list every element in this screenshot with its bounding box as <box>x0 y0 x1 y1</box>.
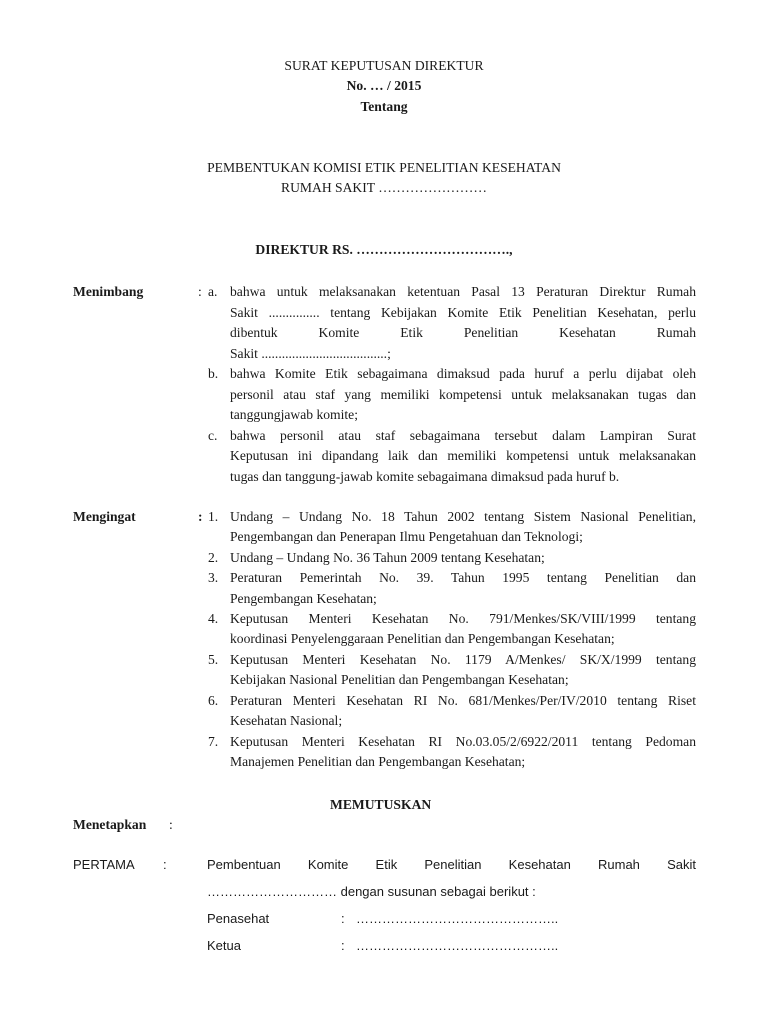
mengingat-item-line: Undang – Undang No. 36 Tahun 2009 tentang Kesehatan; <box>230 549 545 565</box>
menimbang-item-line: personil atau staf yang memiliki kompetensi untuk melaksanakan tugas dan <box>230 386 696 402</box>
mengingat-item-line: Undang – Undang No. 18 Tahun 2002 tentang Sistem Nasional Penelitian, <box>230 509 696 524</box>
mengingat-item-line: Keputusan Menteri Kesehatan No. 1179 A/Menkes/ SK/X/1999 tentang <box>230 651 696 667</box>
mengingat-label: Mengingat <box>73 509 136 524</box>
menimbang-item-marker: a. <box>208 284 218 299</box>
menetapkan-colon: : <box>169 817 173 832</box>
role-ketua-colon: : <box>341 938 345 953</box>
memutuskan-heading: MEMUTUSKAN <box>330 797 432 812</box>
mengingat-item-line: Keputusan Menteri Kesehatan No. 791/Menkes/SK/VIII/1999 tentang <box>230 611 696 627</box>
pertama-line-1: Pembentuan Komite Etik Penelitian Kesehatan Rumah Sakit <box>207 857 696 872</box>
subject-line-1: PEMBENTUKAN KOMISI ETIK PENELITIAN KESEHATAN <box>207 160 561 175</box>
pertama-colon: : <box>163 857 167 872</box>
menimbang-item-line: dibentuk Komite Etik Penelitian Kesehatan Rumah <box>230 325 696 340</box>
director-heading: DIREKTUR RS. ……………………………., <box>255 242 513 257</box>
menimbang-item-line: tugas dan tanggung-jawab komite sebagaimana dimaksud pada huruf b. <box>230 468 620 484</box>
role-ketua-label: Ketua <box>207 938 241 953</box>
document-number: No. … / 2015 <box>346 78 422 93</box>
menetapkan-label: Menetapkan <box>73 817 147 832</box>
menimbang-item-marker: b. <box>208 366 219 381</box>
menimbang-item-marker: c. <box>208 427 218 443</box>
menimbang-item-line: tanggungjawab komite; <box>230 407 358 422</box>
mengingat-item-line: Pengembangan Kesehatan; <box>230 590 377 606</box>
mengingat-item-marker: 5. <box>208 651 219 667</box>
menimbang-item-line: Keputusan ini dipandang laik dan memiliki kompetensi untuk melaksanakan <box>230 448 696 463</box>
mengingat-item-line: Manajemen Penelitian dan Pengembangan Kesehatan; <box>230 753 526 769</box>
mengingat-item-marker: 1. <box>208 509 219 524</box>
role-ketua-value: ……………………………………….. <box>356 938 559 953</box>
menimbang-label: Menimbang <box>73 284 144 299</box>
menimbang-item-line: bahwa personil atau staf sebagaimana tersebut dalam Lampiran Surat <box>230 427 696 443</box>
mengingat-item-marker: 3. <box>208 570 219 586</box>
mengingat-item-marker: 4. <box>208 611 219 627</box>
mengingat-item-line: Pengembangan dan Penerapan Ilmu Pengetahuan dan Teknologi; <box>230 529 583 545</box>
pertama-label: PERTAMA <box>73 857 135 872</box>
menimbang-item-line: Sakit ............... tentang Kebijakan Komite Etik Penelitian Kesehatan, perlu <box>230 304 696 320</box>
mengingat-item-line: Kesehatan Nasional; <box>230 713 343 728</box>
document-title: SURAT KEPUTUSAN DIREKTUR <box>284 58 484 73</box>
pertama-line-2: ………………………… dengan susunan sebagai berikut : <box>207 884 536 899</box>
mengingat-item-marker: 2. <box>208 549 219 565</box>
mengingat-item-line: Keputusan Menteri Kesehatan RI No.03.05/2/6922/2011 tentang Pedoman <box>230 733 696 749</box>
menimbang-item-line: bahwa Komite Etik sebagaimana dimaksud pada huruf a perlu dijabat oleh <box>230 366 696 381</box>
mengingat-item-line: Kebijakan Nasional Penelitian dan Pengembangan Kesehatan; <box>230 672 569 688</box>
role-penasehat-colon: : <box>341 911 345 926</box>
mengingat-colon: : <box>198 509 203 524</box>
mengingat-item-line: koordinasi Penyelenggaraan Penelitian dan Pengembangan Kesehatan; <box>230 631 615 647</box>
menimbang-item-line: bahwa untuk melaksanakan ketentuan Pasal 13 Peraturan Direktur Rumah <box>230 284 696 299</box>
role-penasehat-label: Penasehat <box>207 911 270 926</box>
tentang-heading: Tentang <box>360 99 408 114</box>
menimbang-item-line: Sakit .....................................; <box>230 345 391 361</box>
subject-line-2: RUMAH SAKIT …………………… <box>281 180 487 195</box>
menimbang-colon: : <box>198 284 202 299</box>
mengingat-item-marker: 6. <box>208 692 219 708</box>
mengingat-item-line: Peraturan Menteri Kesehatan RI No. 681/Menkes/Per/IV/2010 tentang Riset <box>230 692 696 708</box>
mengingat-item-line: Peraturan Pemerintah No. 39. Tahun 1995 tentang Penelitian dan <box>230 570 696 586</box>
mengingat-item-marker: 7. <box>208 733 219 749</box>
role-penasehat-value: ……………………………………….. <box>356 911 559 926</box>
